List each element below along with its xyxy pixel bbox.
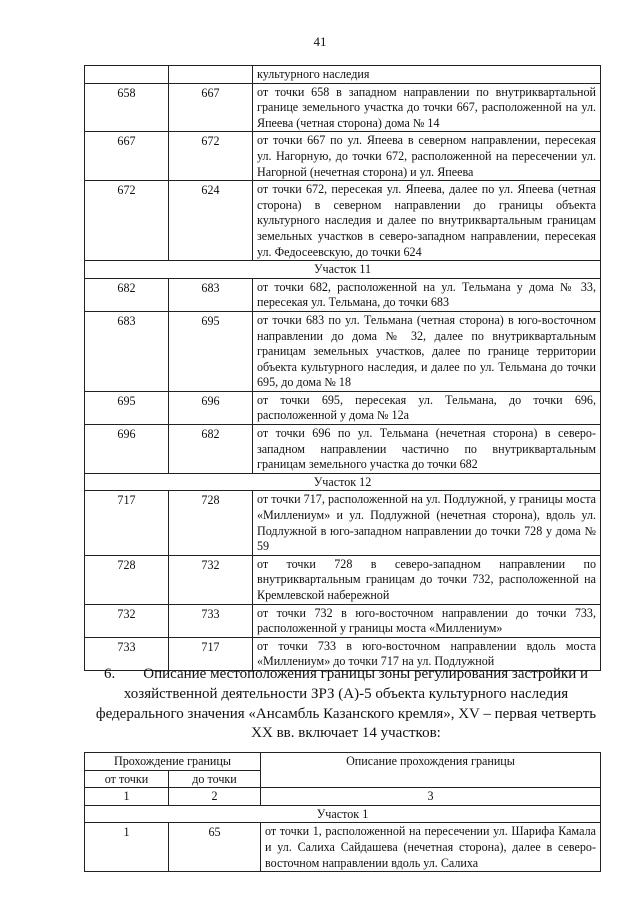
from-point: 717	[85, 491, 169, 555]
from-point: 672	[85, 181, 169, 261]
to-point	[169, 66, 253, 84]
boundary-description: от точки 682, расположенной на ул. Тельмана у дома № 33, пересекая ул. Тельмана, до точки 683	[253, 278, 601, 311]
section-row	[85, 473, 601, 491]
table-row	[85, 425, 601, 474]
from-point: 667	[85, 132, 169, 181]
from-point	[85, 66, 169, 84]
header-boundary-passage: Прохождение границы	[85, 753, 261, 771]
page-number: 41	[313, 34, 327, 49]
header-to-point: до точки	[169, 770, 261, 788]
to-point: 717	[169, 637, 253, 670]
table-row	[85, 391, 601, 424]
section-label: Участок 11	[85, 261, 601, 279]
section-number: 6.	[103, 666, 116, 682]
header-description: Описание прохождения границы	[261, 753, 601, 788]
from-point: 696	[85, 425, 169, 474]
boundary-description: от точки 717, расположенной на ул. Подлужной, у границы моста «Миллениум» и ул. Подлужной (нечетная сторона), вдоль ул. Подлужной в юго-западном направлении до точки 728 у дома № 59	[253, 491, 601, 555]
section-row	[85, 805, 601, 823]
to-point: 65	[169, 823, 261, 872]
from-point: 728	[85, 555, 169, 604]
boundary-description: от точки 667 по ул. Япеева в северном направлении, пересекая ул. Нагорную, до точки 672, расположенной на пересечении ул. Нагорной (нечетная сторона) и ул. Япеева	[253, 132, 601, 181]
boundary-table-zrz-a5	[84, 752, 601, 872]
table-row	[85, 604, 601, 637]
table-row	[85, 311, 601, 391]
boundary-description: от точки 696 по ул. Тельмана (нечетная сторона) в северо-западном направлении частично по внутриквартальным границам земельного участка до точки 682	[253, 425, 601, 474]
to-point: 672	[169, 132, 253, 181]
to-point: 682	[169, 425, 253, 474]
to-point: 732	[169, 555, 253, 604]
from-point: 682	[85, 278, 169, 311]
table-row	[85, 181, 601, 261]
section-label: Участок 1	[85, 805, 601, 823]
from-point: 683	[85, 311, 169, 391]
from-point: 695	[85, 391, 169, 424]
heading-line-1: Описание местоположения границы зоны регулирования застройки и	[143, 666, 589, 682]
header-from-point: от точки	[85, 770, 169, 788]
boundary-description: от точки 672, пересекая ул. Япеева, далее по ул. Япеева (четная сторона) в северном направлении до границы объекта культурного наследия и далее по внутриквартальным границам земельных участков в северо-западном направлении, пересекая ул. Федосеевскую, до точки 624	[253, 181, 601, 261]
section-row	[85, 261, 601, 279]
column-number: 1	[85, 788, 169, 806]
boundary-description: от точки 1, расположенной на пересечении ул. Шарифа Камала и ул. Салиха Сайдашева (нечетная сторона), далее в северо-восточном направлении вдоль ул. Салиха	[261, 823, 601, 872]
from-point: 1	[85, 823, 169, 872]
boundary-description: от точки 683 по ул. Тельмана (четная сторона) в юго-восточном направлении до дома № 32, далее по внутриквартальным границам земельных участков, далее по границе территории объекта культурного наследия, и далее по ул. Тельмана до точки 695, до дома № 18	[253, 311, 601, 391]
table-row	[85, 555, 601, 604]
boundary-description: от точки 695, пересекая ул. Тельмана, до точки 696, расположенной у дома № 12а	[253, 391, 601, 424]
boundary-table-continued	[84, 65, 601, 671]
column-number: 2	[169, 788, 261, 806]
table-row	[85, 132, 601, 181]
heading-line-3: федерального значения «Ансамбль Казанского кремля», XV – первая четверть	[95, 705, 597, 722]
to-point: 667	[169, 83, 253, 132]
boundary-description: от точки 728 в северо-западном направлении по внутриквартальным границам до точки 732, расположенной на Кремлевской набережной	[253, 555, 601, 604]
boundary-description: от точки 733 в юго-восточном направлении вдоль моста «Миллениум» до точки 717 на ул. Подлужной	[253, 637, 601, 670]
table-row	[85, 278, 601, 311]
to-point: 683	[169, 278, 253, 311]
to-point: 624	[169, 181, 253, 261]
table-row	[85, 66, 601, 84]
heading-line-2: хозяйственной деятельности ЗРЗ (А)-5 объекта культурного наследия	[123, 685, 569, 702]
from-point: 733	[85, 637, 169, 670]
section-heading	[92, 665, 600, 744]
from-point: 732	[85, 604, 169, 637]
section-label: Участок 12	[85, 473, 601, 491]
heading-line-4: XX вв. включает 14 участков:	[251, 725, 441, 742]
column-number-row	[85, 788, 601, 806]
to-point: 733	[169, 604, 253, 637]
to-point: 728	[169, 491, 253, 555]
to-point: 696	[169, 391, 253, 424]
column-number: 3	[261, 788, 601, 806]
to-point: 695	[169, 311, 253, 391]
boundary-description: культурного наследия	[253, 66, 601, 84]
boundary-description: от точки 732 в юго-восточном направлении до точки 733, расположенной у границы моста «Миллениум»	[253, 604, 601, 637]
table-header-row	[85, 753, 601, 771]
from-point: 658	[85, 83, 169, 132]
boundary-description: от точки 658 в западном направлении по внутриквартальной границе земельного участка до точки 667, расположенной на ул. Япеева (четная сторона) дома № 14	[253, 83, 601, 132]
table-row	[85, 823, 601, 872]
table-row	[85, 491, 601, 555]
table-row	[85, 83, 601, 132]
